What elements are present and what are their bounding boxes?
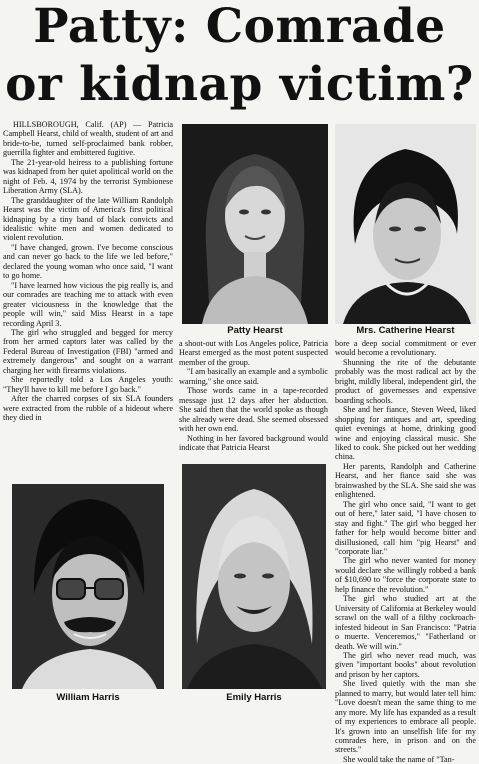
paragraph: The girl who never read much, was given "important books" about revolution and prison by her captors. — [335, 650, 476, 679]
article-column-3 — [335, 339, 476, 764]
paragraph: She lived quietly with the man she planned to marry, but would later tell him: "Love doesn't mean the same thing to me any more. My life has expanded as a result of my experiences to embrace all people. It's grown into an unselfish life for my comrades here, in prison and on the streets." — [335, 679, 476, 755]
paragraph: "I have learned how vicious the pig really is, and our comrades are teaching me to attack with even greater viciousness in the knowledge that the people will win," said Miss Hearst in a tape recording April 3. — [3, 280, 173, 328]
headline-line-1: Patty: Comrade — [33, 0, 446, 54]
paragraph: Nothing in her favored background would indicate that Patricia Hearst — [179, 433, 328, 452]
patty-hearst-caption: Patty Hearst — [227, 325, 283, 336]
paragraph: HILLSBOROUGH, Calif. (AP) — Patricia Campbell Hearst, child of wealth, student of art and bride-to-be, turned self-proclaimed bank robber, guerrilla fighter and embittered fugitive. — [3, 120, 173, 158]
paragraph: She and her fiance, Steven Weed, liked shopping for antiques and art, speeding quiet evenings at home, drinking good wine and enjoying classical music. She liked to cook. She picked out her wedding china. — [335, 405, 476, 462]
paragraph: The girl who never wanted for money would declare she willingly robbed a bank of $10,690 to "force the corporate state to help finance the revolution." — [335, 556, 476, 594]
paragraph: a shoot-out with Los Angeles police, Patricia Hearst emerged as the most potent suspected member of the group. — [179, 339, 328, 367]
paragraph: The 21-year-old heiress to a publishing fortune was kidnaped from her quiet apolitical world on the night of Feb. 4, 1974 by the terrorist Symbionese Liberation Army (SLA). — [3, 157, 173, 196]
emily-harris-caption: Emily Harris — [226, 692, 282, 703]
catherine-hearst-caption: Mrs. Catherine Hearst — [356, 325, 455, 336]
paragraph: Those words came in a tape-recorded message just 12 days after her abduction. She said then that the world spoke as though she already were dead. She seemed obsessed with her own end. — [179, 386, 328, 434]
emily-harris-photo — [182, 464, 326, 689]
paragraph: The girl who struggled and begged for mercy from her armed captors later was called by the Federal Bureau of Investigation (FBI) "armed and extremely dangerous" and sought on a warrant charging her with firearms violations. — [3, 327, 173, 375]
paragraph: She would take the name of "Tan- — [343, 754, 455, 764]
headline-line-2: or kidnap victim? — [5, 57, 474, 112]
catherine-hearst-photo — [335, 124, 476, 324]
paragraph: Shunning the rite of the debutante probably was the most radical act by the bright, mildly liberal, independent girl, the product of governesses and expensive boarding schools. — [335, 357, 476, 405]
article-column-2 — [179, 339, 328, 457]
paragraph: "I am basically an example and a symbolic warning," she once said. — [179, 367, 328, 386]
william-harris-photo — [12, 484, 164, 689]
patty-hearst-photo — [182, 124, 328, 324]
paragraph: The girl who studied art at the University of California at Berkeley would scrawl on the wall of a filthy cockroach-infested hideout in San Francisco: "Patria o muerte. Venceremos," "Fatherland or death. We will win." — [335, 594, 476, 651]
paragraph: After the charred corpses of six SLA founders were extracted from the rubble of a hideout where they died in — [3, 394, 173, 423]
paragraph: bore a deep social commitment or ever would become a revolutionary. — [335, 339, 476, 358]
article-column-1 — [3, 120, 173, 482]
paragraph: The girl who once said, "I want to get out of here," later said, "I have chosen to stay and fight." The girl who begged her father for help would become bitter and disillusioned, call him "pig Hearst" and "corporate liar." — [335, 499, 476, 556]
paragraph: Her parents, Randolph and Catherine Hearst, and her fiance said she was brainwashed by the SLA. She said she was enlightened. — [335, 461, 476, 500]
paragraph: The granddaughter of the late William Randolph Hearst was the victim of America's first political kidnaping by a tiny band of black convicts and idealistic white men and women dedicated to violent revolution. — [3, 195, 173, 243]
paragraph: She reportedly told a Los Angeles youth: "They'll have to kill me before I go back." — [3, 375, 173, 394]
paragraph: "I have changed, grown. I've become conscious and can never go back to the life we led before," declared the young woman who once said, "I want to go home. — [3, 242, 173, 281]
william-harris-caption: William Harris — [56, 692, 120, 703]
